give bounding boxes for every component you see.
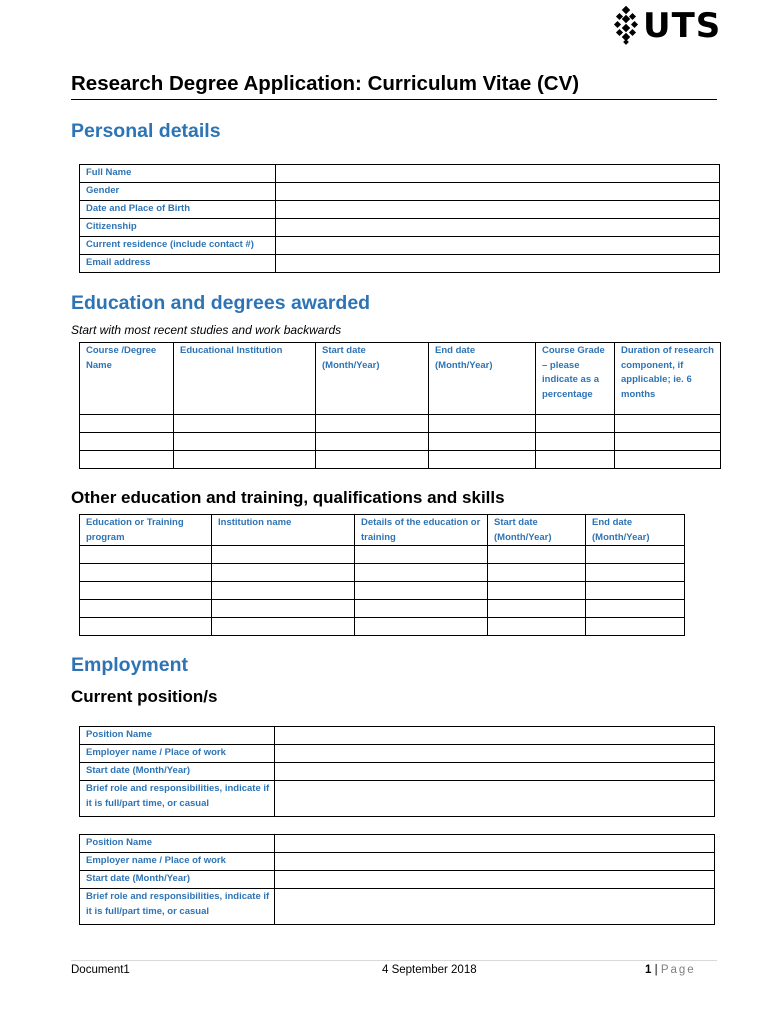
table-row bbox=[80, 871, 715, 889]
cell[interactable] bbox=[80, 618, 212, 636]
footer-date: 4 September 2018 bbox=[382, 964, 477, 976]
education-heading: Education and degrees awarded bbox=[71, 292, 371, 314]
table-row bbox=[80, 201, 720, 219]
cell[interactable] bbox=[355, 600, 488, 618]
column-header: Educational Institution bbox=[174, 343, 316, 415]
column-header: End date (Month/Year) bbox=[429, 343, 536, 415]
personal-details-table bbox=[79, 164, 720, 273]
cell[interactable] bbox=[80, 546, 212, 564]
field-label: Position Name bbox=[80, 727, 275, 745]
uts-crest-icon bbox=[613, 6, 639, 46]
cell[interactable] bbox=[80, 433, 174, 451]
cell[interactable] bbox=[316, 451, 429, 469]
table-row bbox=[80, 564, 685, 582]
table-row bbox=[80, 727, 715, 745]
table-row bbox=[80, 781, 715, 817]
cell[interactable] bbox=[355, 564, 488, 582]
logo-text: UTS bbox=[643, 6, 722, 46]
role-field[interactable] bbox=[275, 781, 715, 817]
other-education-table bbox=[79, 514, 685, 636]
field-label: Current residence (include contact #) bbox=[80, 237, 276, 255]
cell[interactable] bbox=[212, 564, 355, 582]
cell[interactable] bbox=[80, 582, 212, 600]
other-education-heading: Other education and training, qualifications and skills bbox=[71, 488, 505, 507]
employment-heading: Employment bbox=[71, 654, 189, 676]
cell[interactable] bbox=[174, 451, 316, 469]
field-label: Position Name bbox=[80, 835, 275, 853]
cell[interactable] bbox=[355, 546, 488, 564]
cell[interactable] bbox=[355, 618, 488, 636]
table-row bbox=[80, 433, 721, 451]
field-label: Brief role and responsibilities, indicate if it is full/part time, or casual bbox=[80, 781, 275, 817]
cell[interactable] bbox=[586, 618, 685, 636]
table-header-row bbox=[80, 343, 721, 415]
start-date-field[interactable] bbox=[275, 763, 715, 781]
table-row bbox=[80, 415, 721, 433]
cell[interactable] bbox=[536, 433, 615, 451]
table-row bbox=[80, 889, 715, 925]
column-header: End date (Month/Year) bbox=[586, 515, 685, 546]
uts-logo bbox=[613, 4, 721, 48]
cell[interactable] bbox=[429, 433, 536, 451]
page-separator: | bbox=[654, 964, 658, 976]
gender-field[interactable] bbox=[276, 183, 720, 201]
cell[interactable] bbox=[536, 451, 615, 469]
field-label: Full Name bbox=[80, 165, 276, 183]
table-row bbox=[80, 582, 685, 600]
table-row bbox=[80, 165, 720, 183]
cell[interactable] bbox=[488, 600, 586, 618]
cell[interactable] bbox=[80, 415, 174, 433]
footer-page-indicator bbox=[645, 964, 696, 976]
field-label: Citizenship bbox=[80, 219, 276, 237]
title-divider bbox=[71, 99, 717, 100]
cell[interactable] bbox=[174, 415, 316, 433]
cell[interactable] bbox=[212, 600, 355, 618]
cell[interactable] bbox=[586, 600, 685, 618]
field-label: Gender bbox=[80, 183, 276, 201]
field-label: Email address bbox=[80, 255, 276, 273]
cell[interactable] bbox=[212, 618, 355, 636]
cell[interactable] bbox=[429, 451, 536, 469]
field-label: Employer name / Place of work bbox=[80, 853, 275, 871]
citizenship-field[interactable] bbox=[276, 219, 720, 237]
field-label: Start date (Month/Year) bbox=[80, 763, 275, 781]
cell[interactable] bbox=[615, 451, 721, 469]
cell[interactable] bbox=[488, 618, 586, 636]
column-header: Start date (Month/Year) bbox=[316, 343, 429, 415]
table-row bbox=[80, 600, 685, 618]
employer-field[interactable] bbox=[275, 853, 715, 871]
table-row bbox=[80, 183, 720, 201]
field-label: Brief role and responsibilities, indicate if it is full/part time, or casual bbox=[80, 889, 275, 925]
table-row bbox=[80, 451, 721, 469]
position-name-field[interactable] bbox=[275, 835, 715, 853]
column-header: Course Grade – please indicate as a percentage bbox=[536, 343, 615, 415]
cell[interactable] bbox=[174, 433, 316, 451]
column-header: Details of the education or training bbox=[355, 515, 488, 546]
current-positions-heading: Current position/s bbox=[71, 687, 218, 706]
cell[interactable] bbox=[355, 582, 488, 600]
start-date-field[interactable] bbox=[275, 871, 715, 889]
email-field[interactable] bbox=[276, 255, 720, 273]
position-table-1 bbox=[79, 726, 715, 817]
employer-field[interactable] bbox=[275, 745, 715, 763]
field-label: Employer name / Place of work bbox=[80, 745, 275, 763]
cell[interactable] bbox=[212, 546, 355, 564]
table-row bbox=[80, 763, 715, 781]
footer-divider bbox=[71, 960, 717, 961]
education-note: Start with most recent studies and work backwards bbox=[71, 323, 342, 337]
document-title: Research Degree Application: Curriculum Vitae (CV) bbox=[71, 72, 580, 95]
cell[interactable] bbox=[316, 433, 429, 451]
cell[interactable] bbox=[80, 451, 174, 469]
column-header: Education or Training program bbox=[80, 515, 212, 546]
cell[interactable] bbox=[536, 415, 615, 433]
table-row bbox=[80, 219, 720, 237]
table-row bbox=[80, 255, 720, 273]
position-name-field[interactable] bbox=[275, 727, 715, 745]
personal-details-heading: Personal details bbox=[71, 120, 221, 142]
cell[interactable] bbox=[429, 415, 536, 433]
field-label: Date and Place of Birth bbox=[80, 201, 276, 219]
table-row bbox=[80, 745, 715, 763]
birth-field[interactable] bbox=[276, 201, 720, 219]
page-number: 1 bbox=[645, 964, 652, 976]
cell[interactable] bbox=[488, 546, 586, 564]
table-row bbox=[80, 618, 685, 636]
cell[interactable] bbox=[80, 600, 212, 618]
footer-doc-name: Document1 bbox=[71, 964, 130, 976]
cell[interactable] bbox=[488, 564, 586, 582]
role-field[interactable] bbox=[275, 889, 715, 925]
cell[interactable] bbox=[488, 582, 586, 600]
cell[interactable] bbox=[586, 546, 685, 564]
table-row bbox=[80, 835, 715, 853]
field-label: Start date (Month/Year) bbox=[80, 871, 275, 889]
cell[interactable] bbox=[80, 564, 212, 582]
table-row bbox=[80, 237, 720, 255]
column-header: Start date (Month/Year) bbox=[488, 515, 586, 546]
education-table bbox=[79, 342, 721, 469]
table-header-row bbox=[80, 515, 685, 546]
cell[interactable] bbox=[615, 433, 721, 451]
residence-field[interactable] bbox=[276, 237, 720, 255]
cell[interactable] bbox=[615, 415, 721, 433]
table-row bbox=[80, 546, 685, 564]
cell[interactable] bbox=[316, 415, 429, 433]
full-name-field[interactable] bbox=[276, 165, 720, 183]
position-table-2 bbox=[79, 834, 715, 925]
page-label: Page bbox=[660, 964, 696, 976]
column-header: Institution name bbox=[212, 515, 355, 546]
cell[interactable] bbox=[212, 582, 355, 600]
column-header: Duration of research component, if applicable; ie. 6 months bbox=[615, 343, 721, 415]
cell[interactable] bbox=[586, 564, 685, 582]
table-row bbox=[80, 853, 715, 871]
column-header: Course /Degree Name bbox=[80, 343, 174, 415]
cell[interactable] bbox=[586, 582, 685, 600]
